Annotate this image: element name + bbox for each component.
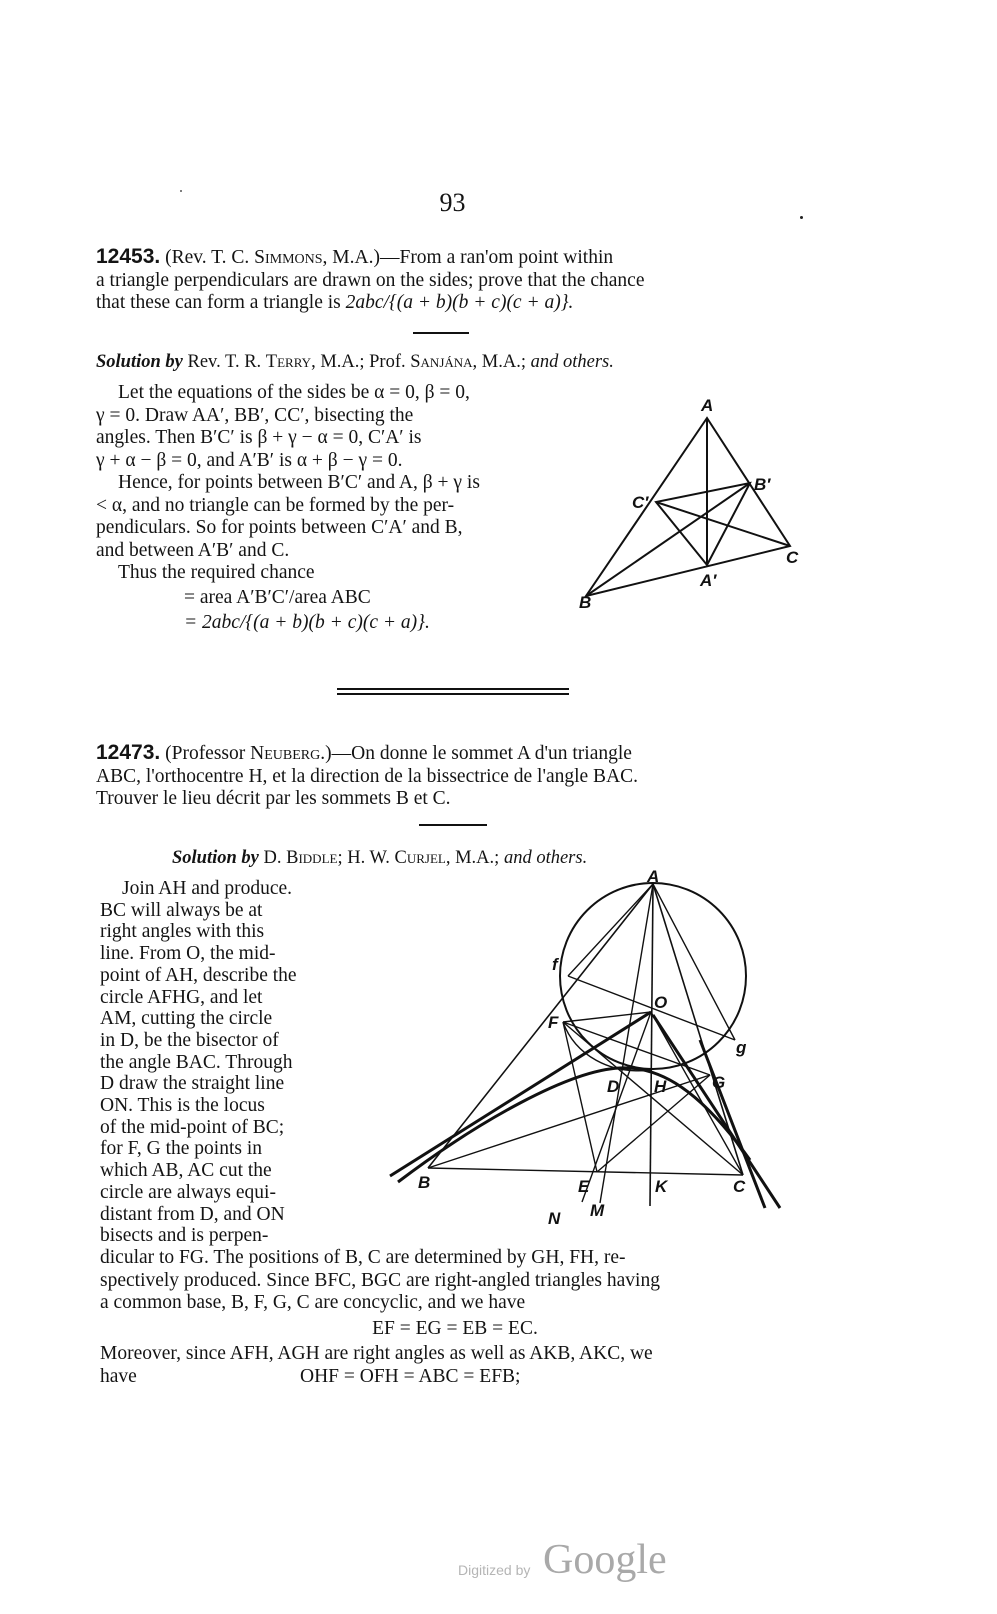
text-line: Join AH and produce. xyxy=(122,878,293,899)
label-M: M xyxy=(590,1201,605,1220)
equation: OHF = OFH = ABC = EFB; xyxy=(300,1365,521,1387)
text-line: γ + α − β = 0, and A′B′ is α + β − γ = 0. xyxy=(96,449,403,471)
label-F: F xyxy=(548,1013,559,1032)
text-line: circle AFHG, and let xyxy=(100,986,263,1008)
label-D: D xyxy=(607,1077,620,1096)
label-B: B xyxy=(418,1173,431,1192)
line-bc xyxy=(428,1168,743,1175)
text-line: and between A′B′ and C. xyxy=(96,539,290,561)
text-line: angles. Then B′C′ is β + γ − α = 0, C′A′ is xyxy=(96,427,422,448)
triangle-abc xyxy=(586,418,790,596)
text-line: distant from D, and ON xyxy=(100,1203,285,1225)
watermark-google-logo: Google xyxy=(543,1537,667,1583)
locus-figure-lower-labels xyxy=(540,1190,630,1230)
label-C: C xyxy=(786,548,799,567)
solution-body xyxy=(96,382,544,635)
text-line: Let the equations of the sides be α = 0, β = 0, xyxy=(118,382,470,403)
label-G: G xyxy=(712,1073,726,1092)
author-prefix: Rev. T. R. xyxy=(182,352,266,372)
locus-figure xyxy=(370,867,810,1200)
solution-intro: Solution by xyxy=(96,352,183,372)
problem-text: that these can form a triangle is xyxy=(96,292,346,313)
text-line: AM, cutting the circle xyxy=(100,1008,273,1030)
problem-12473 xyxy=(96,742,810,811)
scan-speck xyxy=(800,216,803,219)
label-C-prime: C′ xyxy=(632,493,649,512)
line-ab xyxy=(428,884,653,1168)
text-line: line. From O, the mid- xyxy=(100,943,276,965)
short-rule xyxy=(413,332,469,334)
author-suffix: , M.A.; xyxy=(472,352,531,372)
formula: 2abc/{(a + b)(b + c)(c + a)}. xyxy=(345,292,574,313)
text-line: point of AH, describe the xyxy=(100,964,297,986)
line-ahk xyxy=(650,884,653,1206)
text-line: the angle BAC. Through xyxy=(100,1051,293,1073)
solution-heading xyxy=(96,352,796,373)
text-line: Moreover, since AFH, AGH are right angles as well as AKB, AKC, we xyxy=(100,1343,653,1364)
text-line: D draw the straight line xyxy=(100,1073,285,1095)
text-line: which AB, AC cut the xyxy=(100,1160,272,1182)
locus-curve xyxy=(398,1068,750,1182)
problem-number: 12473. xyxy=(96,741,161,764)
text-line: a common base, B, F, G, C are concyclic, and we have xyxy=(100,1292,526,1313)
label-N: N xyxy=(548,1209,561,1228)
author-name: Sanjána xyxy=(410,352,473,372)
label-O: O xyxy=(654,993,668,1012)
author-name: Curjel xyxy=(394,848,446,868)
text-line: bisects and is perpen- xyxy=(100,1225,269,1247)
text-line: right angles with this xyxy=(100,921,265,943)
line-fe xyxy=(563,1022,597,1172)
text-line: for F, G the points in xyxy=(100,1138,263,1160)
equation-line xyxy=(100,1366,810,1390)
label-B-prime: B′ xyxy=(754,475,771,494)
solution-body-narrow xyxy=(100,878,340,1247)
problem-statement-line xyxy=(96,742,810,766)
author-name: Biddle xyxy=(286,848,338,868)
text-line: ON. This is the locus xyxy=(100,1095,265,1117)
triangle-a-b-c-prime xyxy=(656,483,750,565)
text-line: BC will always be at xyxy=(100,899,263,921)
problem-text: ABC, l'orthocentre H, et la direction de la bissectrice de l'angle BAC. xyxy=(96,765,639,787)
label-A-prime: A′ xyxy=(700,571,717,590)
label-H: H xyxy=(654,1077,667,1096)
label-g: g xyxy=(736,1038,747,1057)
text-line: dicular to FG. The positions of B, C are determined by GH, FH, re- xyxy=(100,1247,626,1268)
label-C: C xyxy=(733,1177,746,1196)
bisector-cc xyxy=(656,502,790,546)
problem-text: Trouver le lieu décrit par les sommets B et C. xyxy=(96,788,451,809)
text-line: pendiculars. So for points between C′A′ and B, xyxy=(96,517,463,538)
solution-heading xyxy=(172,848,772,869)
proposer-suffix: , M.A.) xyxy=(322,247,380,268)
label-K: K xyxy=(655,1177,668,1196)
proposer-name: Simmons xyxy=(254,247,323,268)
and-others: and others. xyxy=(503,848,588,868)
author-prefix: D. xyxy=(258,848,287,868)
problem-text: —On donne le sommet A d'un triangle xyxy=(331,743,632,764)
problem-text: —From a ran'om point within xyxy=(379,247,614,268)
equation: = area A′B′C′/area ABC xyxy=(184,586,371,608)
text-line: circle are always equi- xyxy=(100,1181,276,1203)
problem-text: a triangle perpendiculars are drawn on the sides; prove that the chance xyxy=(96,269,645,291)
text-line: in D, be the bisector of xyxy=(100,1029,279,1051)
proposer-prefix: (Professor xyxy=(165,743,251,764)
text-line: γ = 0. Draw AA′, BB′, CC′, bisecting the xyxy=(96,404,414,426)
short-rule xyxy=(419,824,487,826)
author-suffix: ; H. W. xyxy=(337,848,395,868)
line-bhg xyxy=(428,1075,710,1168)
label-f: f xyxy=(552,955,558,974)
problem-12453 xyxy=(96,246,786,315)
solution-body-wide xyxy=(100,1247,810,1390)
and-others: and others. xyxy=(530,352,614,372)
solution-intro: Solution by xyxy=(172,848,259,868)
section-divider xyxy=(337,693,569,695)
problem-text xyxy=(96,292,786,315)
watermark-digitized-by: Digitized by xyxy=(458,1562,531,1578)
have-word: have xyxy=(100,1365,137,1387)
text-line: of the mid-point of BC; xyxy=(100,1116,285,1138)
text-line: spectively produced. Since BFC, BGC are right-angled triangles having xyxy=(100,1269,660,1291)
label-E: E xyxy=(578,1177,590,1196)
author-suffix: , M.A.; xyxy=(445,848,504,868)
equation: = 2abc/{(a + b)(b + c)(c + a)}. xyxy=(184,612,430,633)
line-on xyxy=(582,1012,651,1202)
proposer-prefix: (Rev. T. C. xyxy=(165,247,255,268)
text-line: Thus the required chance xyxy=(118,562,315,583)
author-suffix: , M.A.; Prof. xyxy=(311,352,411,372)
page-number: 93 xyxy=(439,188,466,217)
triangle-figure xyxy=(570,378,799,612)
proposer-suffix: .) xyxy=(320,743,332,764)
text-line: Hence, for points between B′C′ and A, β + γ is xyxy=(118,472,480,493)
author-name: Terry xyxy=(265,352,312,372)
label-A: A xyxy=(647,867,660,886)
text-line: < α, and no triangle can be formed by the per- xyxy=(96,494,455,516)
label-A: A xyxy=(701,396,714,415)
problem-number: 12453. xyxy=(96,245,161,268)
proposer-name: Neuberg xyxy=(250,743,321,764)
equation: EF = EG = EB = EC. xyxy=(372,1317,538,1339)
section-divider xyxy=(337,688,569,690)
label-B: B xyxy=(579,593,592,612)
problem-statement-line xyxy=(96,246,786,270)
